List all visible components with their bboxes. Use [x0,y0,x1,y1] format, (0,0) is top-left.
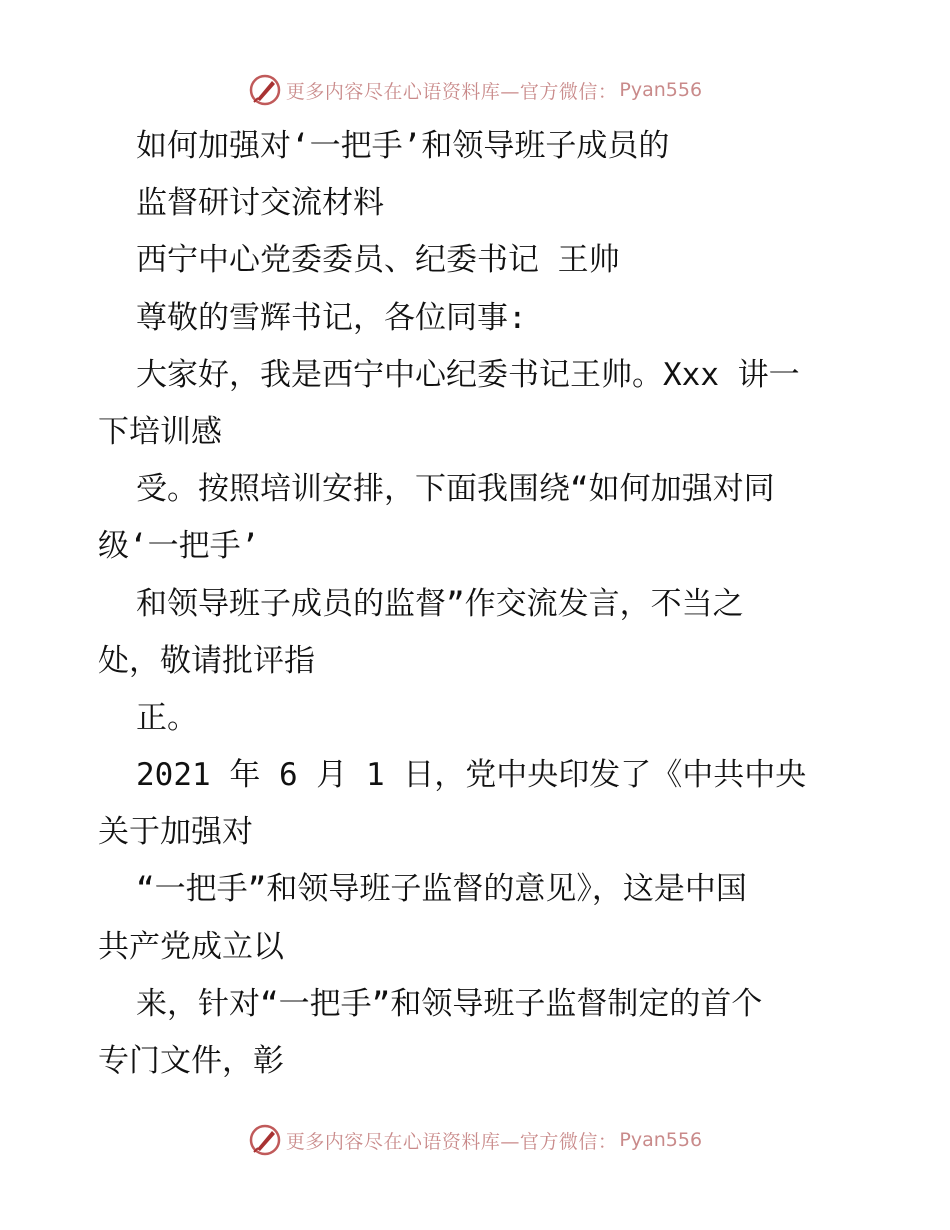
watermark-banner-bottom [0,1120,950,1160]
quill-circle-logo-icon [248,1123,282,1157]
text-line: 和领导班子成员的监督”作交流发言，不当之 [136,585,744,622]
text-line: “一把手”和领导班子监督的意见》，这是中国 [136,871,747,908]
text-line: 下培训感 [98,413,222,450]
document-body [98,118,878,1090]
text-line: 如何加强对‘一把手’和领导班子成员的 [136,128,670,164]
watermark-site-text: 更多内容尽在心语资料库—官方微信： [285,80,618,103]
text-line: 处，敬请批评指 [98,642,315,679]
text-line: 监督研讨交流材料 [136,185,384,222]
watermark-wechat-id: Pyan556 [619,79,703,101]
text-line: 尊敬的雪辉书记，各位同事: [136,299,527,336]
watermark-site-text: 更多内容尽在心语资料库—官方微信： [285,1130,618,1153]
text-line: 2021 年 6 月 1 日，党中央印发了《中共中央 [136,757,807,794]
text-line: 共产党成立以 [98,928,284,965]
text-line: 专门文件，彰 [98,1043,284,1079]
watermark-banner-top [0,70,950,110]
text-line: 正。 [136,699,198,736]
text-line: 关于加强对 [98,814,253,851]
quill-circle-logo-icon [248,73,282,107]
text-line: 西宁中心党委委员、纪委书记 王帅 [136,242,620,279]
text-line: 大家好，我是西宁中心纪委书记王帅。Xxx 讲一 [136,356,800,393]
watermark-wechat-id: Pyan556 [619,1129,703,1151]
text-line: 受。按照培训安排，下面我围绕“如何加强对同 [136,471,775,508]
text-line: 来，针对“一把手”和领导班子监督制定的首个 [136,985,763,1022]
text-line: 级‘一把手’ [98,528,260,565]
